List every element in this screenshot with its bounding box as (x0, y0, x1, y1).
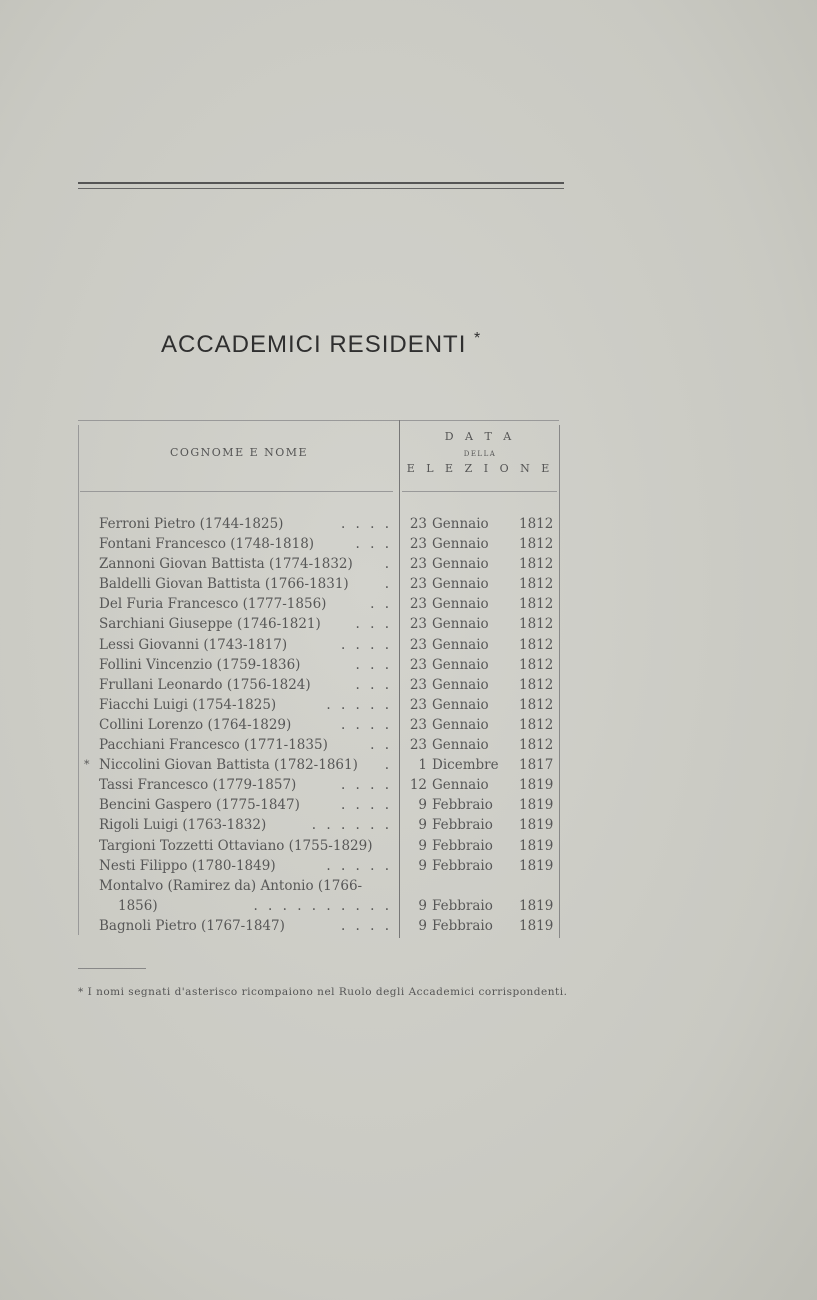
election-date (405, 856, 515, 876)
table-row (0, 635, 817, 655)
leader-dots: . . (370, 596, 392, 613)
member-name: Lessi Giovanni (1743-1817) (99, 636, 288, 653)
column-header-date-line3: E L E Z I O N E (406, 462, 554, 475)
leader-dots: . . . . (340, 797, 392, 814)
election-day: 23 (409, 696, 427, 713)
table-row (0, 836, 817, 856)
election-year: 1819 (519, 777, 554, 794)
election-month: Febbraio (432, 797, 493, 814)
leader-dots: . . . . . . . . . . (253, 897, 392, 914)
table-row (0, 534, 817, 554)
member-name: Follini Vincenzio (1759-1836) (99, 656, 301, 673)
member-name: Fiacchi Luigi (1754-1825) (99, 696, 277, 713)
leader-dots: . . . . . (326, 696, 392, 713)
table-row (0, 856, 817, 876)
election-month: Gennaio (432, 636, 489, 653)
election-date (405, 896, 515, 916)
table-row (0, 655, 817, 675)
leader-dots: . (384, 757, 392, 774)
leader-dots: . (384, 576, 392, 593)
election-month: Gennaio (432, 516, 489, 532)
table-row (0, 594, 817, 614)
election-month: Gennaio (432, 536, 489, 553)
election-month: Gennaio (432, 656, 489, 673)
election-day: 1 (418, 757, 427, 774)
table-row (0, 815, 817, 835)
election-date (405, 695, 515, 715)
leader-dots: . . . (355, 656, 392, 673)
footnote-rule (78, 968, 146, 969)
leader-dots: . . . (355, 536, 392, 553)
election-day: 23 (409, 556, 427, 573)
table-row (0, 715, 817, 735)
election-date (405, 715, 515, 735)
asterisk-mark: * (474, 330, 482, 347)
election-month: Gennaio (432, 777, 489, 794)
election-year: 1812 (519, 516, 554, 532)
election-month: Febbraio (432, 837, 493, 854)
election-month: Febbraio (432, 817, 493, 834)
member-name: Pacchiani Francesco (1771-1835) (99, 737, 328, 754)
election-month: Gennaio (432, 596, 489, 613)
election-date (405, 655, 515, 675)
member-name: Bagnoli Pietro (1767-1847) (99, 917, 285, 934)
election-date (405, 614, 515, 634)
election-year: 1812 (519, 737, 554, 754)
table-row (0, 695, 817, 715)
member-name: Rigoli Luigi (1763-1832) (99, 817, 267, 834)
election-day: 23 (409, 656, 427, 673)
table-body (0, 514, 817, 936)
page-title (161, 330, 481, 359)
election-year: 1812 (519, 656, 554, 673)
election-year: 1819 (519, 797, 554, 814)
election-year: 1812 (519, 676, 554, 693)
member-name: Bencini Gaspero (1775-1847) (99, 797, 300, 814)
member-name-continued: 1856) (118, 897, 158, 914)
table-row (0, 514, 817, 534)
election-month: Gennaio (432, 616, 489, 633)
election-day: 23 (409, 616, 427, 633)
election-day: 23 (409, 536, 427, 553)
top-rule-thin (78, 188, 564, 189)
member-name: Del Furia Francesco (1777-1856) (99, 596, 327, 613)
election-date (405, 635, 515, 655)
election-month: Gennaio (432, 716, 489, 733)
election-month: Gennaio (432, 676, 489, 693)
header-underline-date (402, 491, 557, 492)
asterisk-marker: * (84, 758, 90, 772)
election-date (405, 554, 515, 574)
leader-dots: . . . . (340, 716, 392, 733)
election-month: Dicembre (432, 757, 499, 774)
table-row (0, 675, 817, 695)
election-day: 9 (418, 837, 427, 854)
table-row (0, 876, 817, 916)
member-name: Zannoni Giovan Battista (1774-1832) (99, 556, 353, 573)
election-year: 1819 (519, 837, 554, 854)
member-name: Baldelli Giovan Battista (1766-1831) (99, 576, 349, 593)
leader-dots: . (384, 556, 392, 573)
member-name: Tassi Francesco (1779-1857) (99, 777, 297, 794)
election-day: 9 (418, 897, 427, 914)
table-row (0, 916, 817, 936)
election-year: 1812 (519, 616, 554, 633)
member-name: Fontani Francesco (1748-1818) (99, 536, 315, 553)
election-date (405, 836, 515, 856)
election-day: 23 (409, 576, 427, 593)
top-rule (78, 182, 564, 184)
footnote: * I nomi segnati d'asterisco ricompaiono nel Ruolo degli Accademici corrispondenti. (78, 986, 568, 998)
election-month: Febbraio (432, 917, 493, 934)
leader-dots: . . . . (340, 777, 392, 794)
column-header-date-line2: DELLA (463, 450, 497, 458)
table-row (0, 775, 817, 795)
table-row (0, 574, 817, 594)
election-month: Febbraio (432, 857, 493, 874)
election-date (405, 735, 515, 755)
table-row (0, 614, 817, 634)
election-date (405, 574, 515, 594)
member-name: Ferroni Pietro (1744-1825) (99, 516, 284, 532)
leader-dots: . . . . . . (311, 817, 392, 834)
election-date (405, 755, 515, 775)
column-header-date-line1: D A T A (444, 430, 516, 443)
election-date (405, 675, 515, 695)
table-row (0, 554, 817, 574)
leader-dots: . . . . (340, 636, 392, 653)
leader-dots: . . (370, 737, 392, 754)
member-name: Collini Lorenzo (1764-1829) (99, 716, 292, 733)
election-month: Febbraio (432, 897, 493, 914)
election-date (405, 815, 515, 835)
election-year: 1812 (519, 716, 554, 733)
election-day: 23 (409, 676, 427, 693)
leader-dots: . . . . . (326, 857, 392, 874)
election-day: 23 (409, 516, 427, 532)
table-row (0, 755, 817, 775)
member-name: Niccolini Giovan Battista (1782-1861) (99, 757, 358, 774)
election-year: 1812 (519, 596, 554, 613)
election-day: 9 (418, 817, 427, 834)
election-year: 1812 (519, 636, 554, 653)
election-month: Gennaio (432, 556, 489, 573)
election-day: 9 (418, 917, 427, 934)
leader-dots: . . . . (340, 516, 392, 532)
member-name: Montalvo (Ramirez da) Antonio (1766- (99, 877, 363, 894)
election-year: 1812 (519, 576, 554, 593)
election-date (405, 534, 515, 554)
page-title-text: ACCADEMICI RESIDENTI (161, 331, 467, 358)
election-day: 12 (409, 777, 427, 794)
election-year: 1819 (519, 857, 554, 874)
election-date (405, 514, 515, 534)
election-year: 1819 (519, 897, 554, 914)
member-name: Targioni Tozzetti Ottaviano (1755-1829) (99, 837, 373, 854)
table-row (0, 735, 817, 755)
election-date (405, 594, 515, 614)
leader-dots: . . . (355, 676, 392, 693)
table-row (0, 795, 817, 815)
header-underline-name (80, 491, 393, 492)
column-header-name: COGNOME E NOME (169, 446, 309, 459)
election-month: Gennaio (432, 576, 489, 593)
election-year: 1812 (519, 556, 554, 573)
election-day: 23 (409, 596, 427, 613)
leader-dots: . . . . (340, 917, 392, 934)
election-day: 9 (418, 857, 427, 874)
election-year: 1817 (519, 757, 554, 774)
election-month: Gennaio (432, 737, 489, 754)
election-year: 1812 (519, 536, 554, 553)
election-date (405, 775, 515, 795)
leader-dots: . . . (355, 616, 392, 633)
election-month: Gennaio (432, 696, 489, 713)
member-name: Nesti Filippo (1780-1849) (99, 857, 276, 874)
member-name: Frullani Leonardo (1756-1824) (99, 676, 311, 693)
election-date (405, 916, 515, 936)
election-year: 1812 (519, 696, 554, 713)
election-day: 9 (418, 797, 427, 814)
election-year: 1819 (519, 817, 554, 834)
election-day: 23 (409, 636, 427, 653)
election-date (405, 795, 515, 815)
election-day: 23 (409, 716, 427, 733)
election-day: 23 (409, 737, 427, 754)
election-year: 1819 (519, 917, 554, 934)
member-name: Sarchiani Giuseppe (1746-1821) (99, 616, 321, 633)
